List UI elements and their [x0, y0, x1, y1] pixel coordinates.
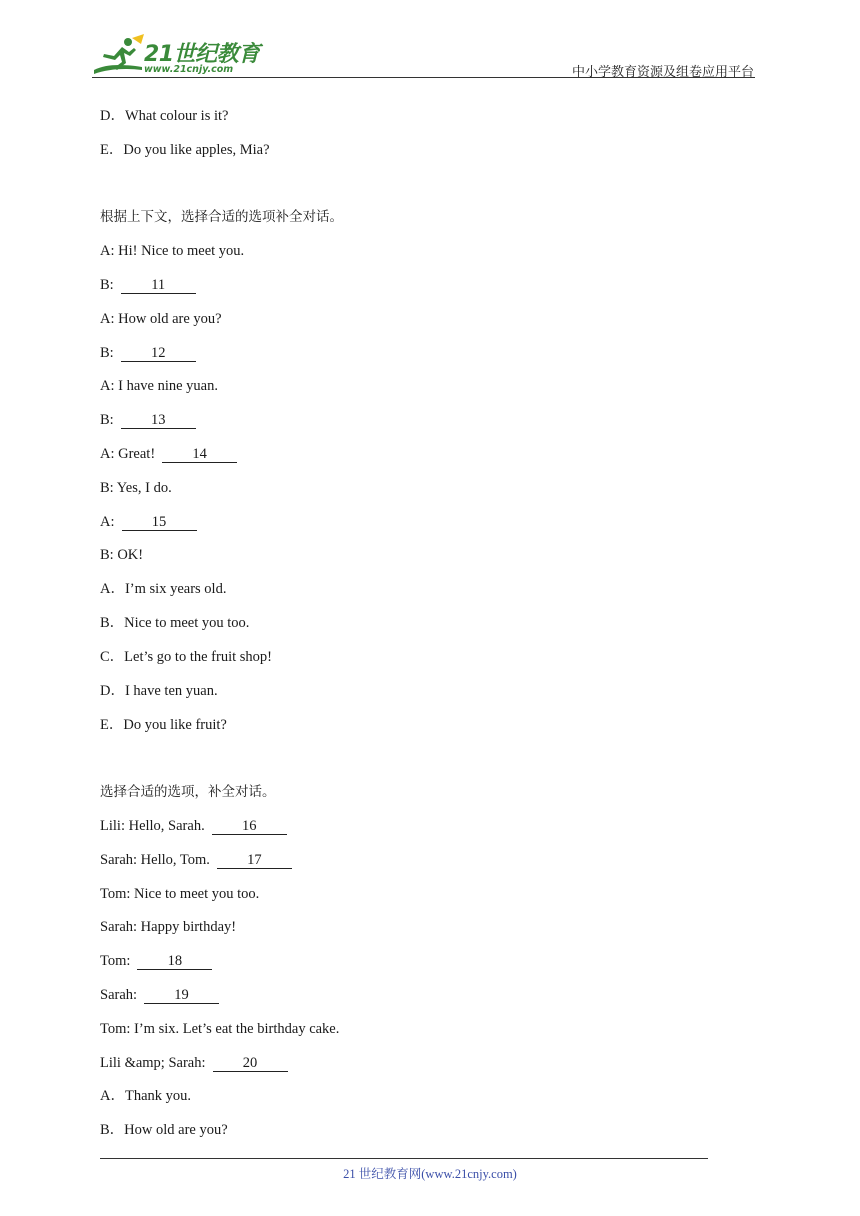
line-text: 选择合适的选项，补全对话。 [100, 784, 276, 800]
text-line [100, 716, 227, 734]
line-text: 根据上下文，选择合适的选项补全对话。 [100, 209, 343, 225]
footer-divider [100, 1158, 708, 1159]
line-text: A: [100, 514, 115, 530]
header-divider [92, 77, 755, 78]
text-line [100, 682, 218, 700]
question-instruction [100, 208, 343, 226]
text-line [100, 648, 272, 666]
text-line [100, 1020, 339, 1038]
dialogue-line-with-blank [100, 986, 219, 1004]
text-line [100, 310, 222, 328]
answer-blank[interactable]: 17 [217, 852, 292, 869]
footer-text[interactable]: 21 世纪教育网(www.21cnjy.com) [343, 1167, 517, 1181]
runner-logo-icon [92, 34, 146, 78]
text-line [100, 377, 218, 395]
line-text: Tom: [100, 953, 131, 969]
line-text: B: [100, 277, 114, 293]
line-text: B: [100, 345, 114, 361]
header-platform-title: 中小学教育资源及组卷应用平台 [571, 65, 754, 80]
text-line [100, 885, 259, 903]
text-line [100, 918, 236, 936]
site-logo[interactable] [92, 34, 262, 78]
line-text: Lili: Hello, Sarah. [100, 818, 205, 834]
logo-text: 21世纪教育 [144, 42, 260, 67]
line-text: E．Do you like apples, Mia? [100, 142, 270, 158]
line-text: A: Great! [100, 446, 156, 462]
answer-blank[interactable]: 19 [144, 987, 219, 1004]
dialogue-line-with-blank [100, 445, 237, 463]
dialogue-line-with-blank [100, 1054, 288, 1072]
line-text: B: OK! [100, 547, 144, 563]
dialogue-line-with-blank [100, 851, 292, 869]
text-line [100, 479, 172, 497]
line-text: E．Do you like fruit? [100, 717, 227, 733]
line-text: Sarah: [100, 987, 138, 1003]
line-text: B: [100, 412, 114, 428]
text-line [100, 580, 226, 598]
dialogue-line-with-blank [100, 411, 196, 429]
logo-url: www.21cnjy.com [144, 64, 234, 75]
answer-blank[interactable]: 13 [121, 412, 196, 429]
dialogue-line-with-blank [100, 817, 287, 835]
line-text: Tom: Nice to meet you too. [100, 886, 260, 902]
answer-blank[interactable]: 12 [121, 345, 196, 362]
line-text: A．I’m six years old. [100, 581, 227, 597]
text-line [100, 242, 244, 260]
line-text: A．Thank you. [100, 1088, 192, 1104]
line-text: A: How old are you? [100, 311, 222, 327]
answer-blank[interactable]: 20 [213, 1055, 288, 1072]
text-line [100, 141, 270, 159]
dialogue-line-with-blank [100, 513, 197, 531]
line-text: B: Yes, I do. [100, 480, 172, 496]
line-text: A: Hi! Nice to meet you. [100, 243, 245, 259]
line-text: B．How old are you? [100, 1122, 228, 1138]
line-text: B．Nice to meet you too. [100, 615, 250, 631]
text-line [100, 1121, 228, 1139]
line-text: Lili &amp; Sarah: [100, 1055, 206, 1071]
line-text: D．What colour is it? [100, 108, 229, 124]
line-text: A: I have nine yuan. [100, 378, 218, 394]
line-text: Sarah: Hello, Tom. [100, 852, 210, 868]
line-text: Tom: I’m six. Let’s eat the birthday cake. [100, 1021, 340, 1037]
text-line [100, 546, 143, 564]
dialogue-line-with-blank [100, 344, 196, 362]
line-text: Sarah: Happy birthday! [100, 919, 237, 935]
dialogue-line-with-blank [100, 952, 212, 970]
text-line [100, 107, 228, 125]
answer-blank[interactable]: 14 [162, 446, 237, 463]
answer-blank[interactable]: 18 [137, 953, 212, 970]
answer-blank[interactable]: 15 [122, 514, 197, 531]
page-header [0, 0, 860, 80]
answer-blank[interactable]: 16 [212, 818, 287, 835]
line-text: C．Let’s go to the fruit shop! [100, 649, 272, 665]
dialogue-line-with-blank [100, 276, 196, 294]
question-instruction [100, 783, 276, 801]
line-text: D．I have ten yuan. [100, 683, 218, 699]
text-line [100, 1087, 191, 1105]
text-line [100, 614, 249, 632]
answer-blank[interactable]: 11 [121, 277, 196, 294]
